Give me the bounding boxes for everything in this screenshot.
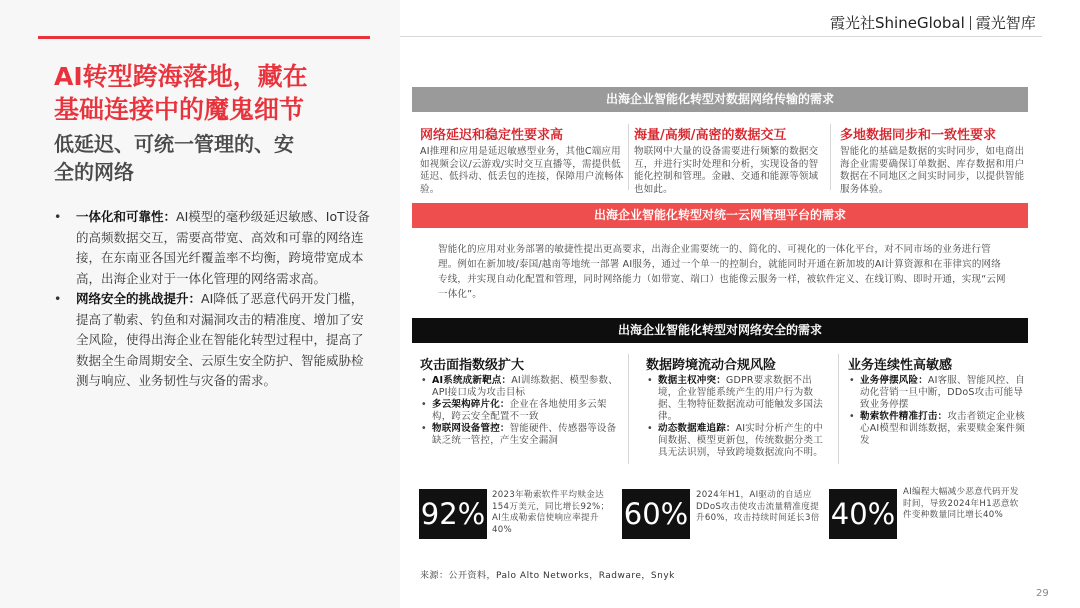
requirement-title: 多地数据同步和一致性要求	[840, 128, 997, 143]
stat-description: 2023年勒索软件平均赎金达154万美元，同比增长92%；AI生成勒索信使响应率提升40%	[492, 490, 610, 535]
requirement-title: 网络延迟和稳定性要求高	[420, 128, 564, 143]
security-column	[420, 354, 620, 447]
page-subtitle	[54, 130, 384, 186]
security-column	[646, 354, 830, 459]
stat-value-box: 60%	[622, 489, 690, 539]
bullet-icon: •	[849, 411, 855, 422]
requirement-column	[420, 124, 624, 196]
bullet-icon: •	[849, 375, 855, 386]
column-divider	[628, 354, 629, 464]
requirement-body: 物联网中大量的设备需要进行频繁的数据交互，并进行实时处理和分析，实现设备的智能化控制和管理。金融、交通和能源等领域也如此。	[634, 146, 819, 195]
requirement-body: 智能化的基础是数据的实时同步，如电商出海企业需要确保订单数据、库存数据和用户数据在不同地区之间实时同步，以提供智能服务体验。	[840, 146, 1025, 195]
subtitle-line-1: 低延迟、可统一管理的、安	[54, 132, 294, 156]
column-divider	[830, 124, 831, 190]
security-item	[420, 375, 620, 399]
section-header-data-transfer: 出海企业智能化转型对数据网络传输的需求	[412, 87, 1028, 112]
security-item	[646, 375, 830, 423]
header-rule	[400, 36, 1042, 37]
page-number: 29	[1036, 588, 1049, 599]
cloud-network-paragraph: 智能化的应用对业务部署的敏捷性提出更高要求，出海企业需要统一的、简化的、可视化的一体化平台，对不同市场的业务进行管理。例如在新加坡/泰国/越南等地统一部署 AI服务，通过一个单一的控制台，就能同时开通在新加坡的AI计算资源和在菲律宾的网络专线，并实现自动化配置和管理，同时网络能力（如带宽、端口）也能像云服务一样，被软件定义、在线订购、即时开通，实现“云网一体化”。	[438, 244, 1006, 300]
title-line-2: 基础连接中的魔鬼细节	[54, 95, 305, 124]
security-item-label: 物联网设备管控：	[432, 423, 510, 434]
key-point	[52, 207, 372, 289]
brand-right: 霞光智库	[975, 14, 1036, 32]
column-divider	[628, 124, 629, 190]
security-item-text: AI训练数据、模型参数、API接口成为攻击目标	[432, 375, 618, 398]
key-point-label: 一体化和可靠性：	[76, 209, 177, 224]
brand-middle: ShineGlobal	[875, 14, 965, 32]
column-divider	[838, 354, 839, 464]
security-title: 攻击面指数级扩大	[420, 358, 525, 373]
security-item-label: 数据主权冲突：	[658, 375, 726, 386]
requirement-column	[634, 124, 824, 196]
key-point	[52, 289, 372, 392]
bullet-icon: •	[647, 423, 653, 434]
requirement-column	[840, 124, 1028, 196]
key-point-label: 网络安全的挑战提升：	[76, 291, 202, 306]
security-title: 业务连续性高敏感	[848, 358, 953, 373]
bullet-icon: •	[647, 375, 653, 386]
security-item-text: AI客服、智能风控、自动化营销一旦中断，DDoS攻击可能导致业务停摆	[860, 375, 1025, 410]
section-header-cloud-network: 出海企业智能化转型对统一云网管理平台的需求	[412, 203, 1028, 228]
security-item	[420, 423, 620, 447]
bullet-icon: •	[54, 209, 62, 224]
brand-logo	[830, 12, 1036, 33]
bullet-icon: •	[54, 291, 62, 306]
security-title: 数据跨境流动合规风险	[646, 358, 777, 373]
requirement-body: AI推理和应用是延迟敏感型业务，其他C端应用如视频会议/云游戏/实时交互直播等，需提供低延迟、低抖动、低丢包的连接，保障用户流畅体验。	[420, 146, 624, 195]
security-item-text: 攻击者锁定企业核心AI模型和训练数据，索要赎金案件频发	[860, 411, 1025, 446]
security-column	[848, 354, 1028, 447]
key-point-text: AI降低了恶意代码开发门槛，提高了勒索、钓鱼和对漏洞攻击的精准度、增加了安全风险，使得出海企业在智能化转型过程中，提高了数据全生命周期安全、云原生安全防护、智能威胁检测与响应、业务韧性与灾备的需求。	[76, 291, 364, 388]
security-item-label: 多云架构碎片化：	[432, 399, 510, 410]
requirement-title: 海量/高频/高密的数据交互	[634, 128, 787, 143]
security-item-text: AI实时分析产生的中间数据、模型更新包，传统数据分类工具无法识别，导致跨境数据流向不明。	[658, 423, 823, 458]
security-item-label: 业务停摆风险：	[860, 375, 928, 386]
security-item-text: GDPR要求数据不出境，企业智能系统产生的用户行为数据、生物特征数据流动可能触发多国法律。	[658, 375, 823, 422]
security-item	[646, 423, 830, 459]
security-item-label: 勒索软件精准打击：	[860, 411, 948, 422]
stat-value-box: 92%	[419, 489, 487, 539]
security-list	[646, 375, 830, 459]
security-item	[848, 411, 1028, 447]
security-item	[848, 375, 1028, 411]
security-list	[848, 375, 1028, 447]
security-item-text: 企业在各地使用多云架构，跨云安全配置不一致	[432, 399, 607, 422]
brand-separator	[970, 16, 971, 30]
title-line-1: AI转型跨海落地，藏在	[54, 62, 308, 91]
security-item-text: 智能硬件、传感器等设备缺乏统一管控，产生安全漏洞	[432, 423, 617, 446]
key-point-text: AI模型的毫秒级延迟敏感、IoT设备的高频数据交互，需要高带宽、高效和可靠的网络连接，在东南亚各国光纤覆盖率不均衡，跨境带宽成本高，出海企业对于一体化管理的网络需求高。	[76, 209, 370, 286]
stat-description: AI编程大幅减少恶意代码开发时间，导致2024年H1恶意软件变种数量同比增长40%	[903, 487, 1019, 520]
section-header-security: 出海企业智能化转型对网络安全的需求	[412, 318, 1028, 343]
brand-left: 霞光社	[830, 14, 876, 32]
security-item	[420, 399, 620, 423]
stat-value-box: 40%	[829, 489, 897, 539]
security-item-label: AI系统成新靶点：	[432, 375, 512, 386]
accent-line	[38, 36, 370, 39]
bullet-icon: •	[421, 375, 427, 386]
bullet-icon: •	[421, 423, 427, 434]
security-list	[420, 375, 620, 447]
key-points-list	[52, 207, 372, 392]
stat-description: 2024年H1，AI驱动的自适应DDoS攻击使攻击流量精准度提升60%，攻击持续时间延长3倍	[696, 490, 820, 523]
page-title	[54, 60, 394, 126]
security-item-label: 动态数据难追踪：	[658, 423, 736, 434]
subtitle-line-2: 全的网络	[54, 160, 134, 184]
bullet-icon: •	[421, 399, 427, 410]
source-note: 来源：公开资料，Palo Alto Networks，Radware，Snyk	[420, 571, 675, 581]
